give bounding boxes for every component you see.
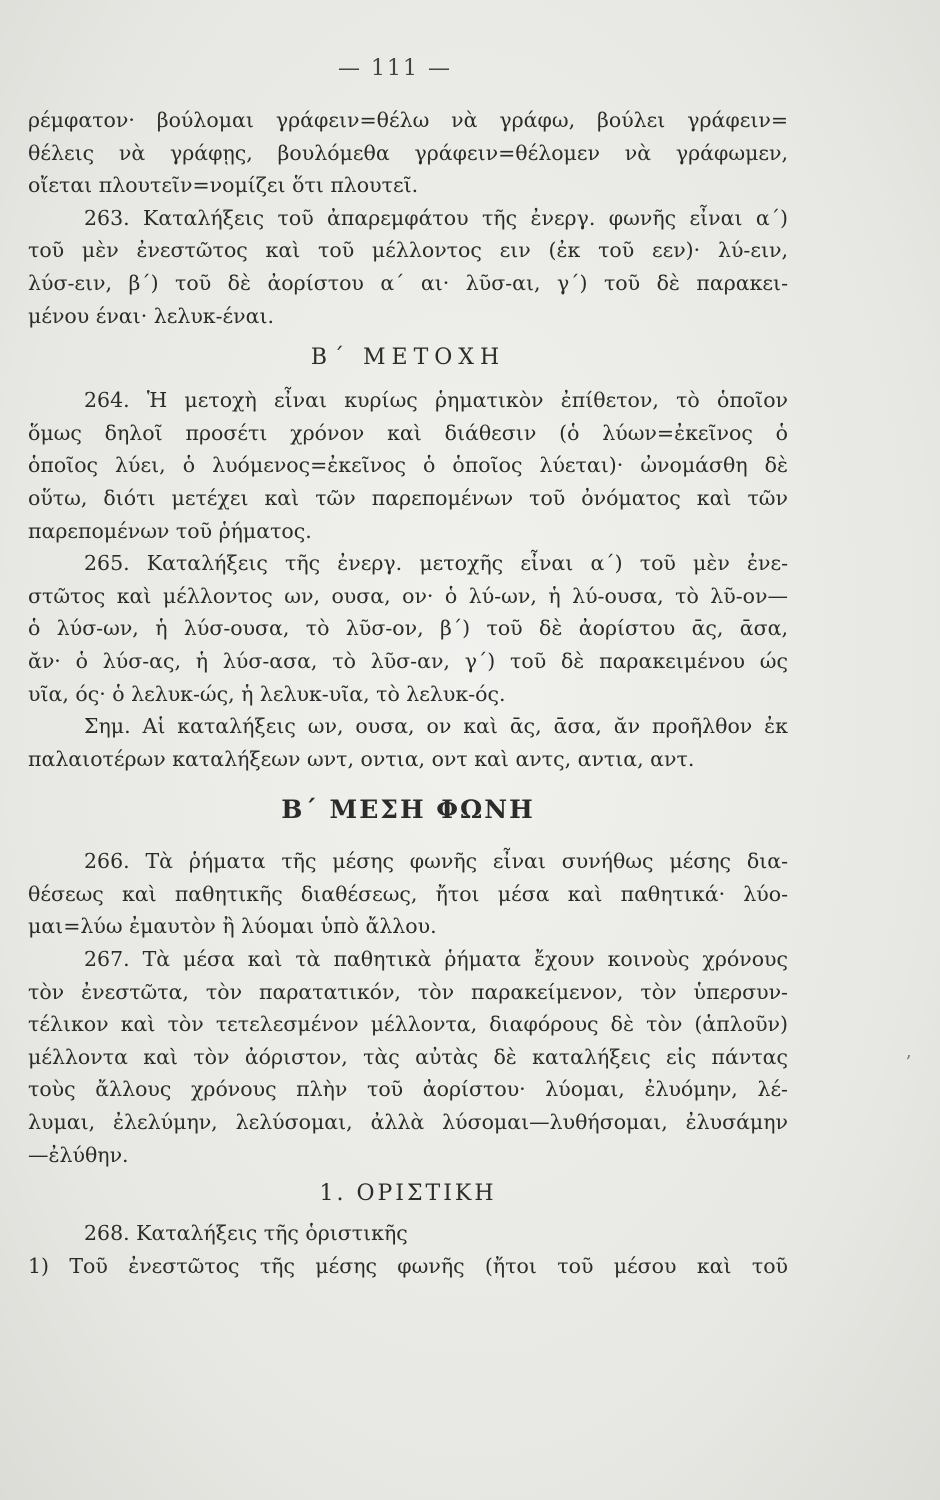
text-line: μαι=λύω ἐμαυτὸν ἢ λύομαι ὑπὸ ἄλλου.: [28, 914, 437, 939]
text-line: οἴεται πλουτεῖν=νομίζει ὅτι πλουτεῖ.: [28, 173, 419, 198]
text-line: ὁ λύσ-ων, ἡ λύσ-ουσα, τὸ λῦσ-ον, β΄) τοῦ δὲ ἀορίστου ᾱς, ᾱσα,: [28, 616, 788, 641]
text-line: ὁποῖος λύει, ὁ λυόμενος=ἐκεῖνος ὁ ὁποῖος λύεται)· ὠνομάσθη δὲ: [28, 453, 788, 478]
text-line: 264. Ἡ μετοχὴ εἶναι κυρίως ῥηματικὸν ἐπίθετον, τὸ ὁποῖον: [84, 388, 788, 413]
text-line: λυμαι, ἐλελύμην, λελύσομαι, ἀλλὰ λύσομαι—λυθήσομαι, ἐλυσάμην: [28, 1110, 788, 1135]
text-line: λύσ-ειν, β΄) τοῦ δὲ ἀορίστου α΄ αι· λῦσ-αι, γ΄) τοῦ δὲ παρακει-: [28, 270, 788, 295]
text-line: τέλικον καὶ τὸν τετελεσμένον μέλλοντα, διαφόρους δὲ τὸν (ἁπλοῦν): [28, 1012, 788, 1037]
text-line: θέσεως καὶ παθητικῆς διαθέσεως, ἤτοι μέσα καὶ παθητικά· λύο-: [28, 881, 788, 906]
text-line: παλαιοτέρων καταλήξεων ωντ, οντια, οντ καὶ αντς, αντια, αντ.: [28, 746, 695, 771]
text-line: 268. Καταλήξεις τῆς ὁριστικῆς: [84, 1221, 408, 1246]
text-line: —ἐλύθην.: [28, 1142, 129, 1167]
text-line: υῖα, ός· ὁ λελυκ-ώς, ἡ λελυκ-υῖα, τὸ λελυκ-ός.: [28, 681, 506, 706]
text-line: 266. Τὰ ῥήματα τῆς μέσης φωνῆς εἶναι συνήθως μέσης δια-: [84, 849, 788, 874]
text-line: στῶτος καὶ μέλλοντος ων, ουσα, ον· ὁ λύ-ων, ἡ λύ-ουσα, τὸ λῦ-ον—: [28, 583, 788, 608]
text-line: θέλεις νὰ γράφῃς, βουλόμεθα γράφειν=θέλομεν νὰ γράφωμεν,: [28, 140, 788, 165]
text-line: ρέμφατον· βούλομαι γράφειν=θέλω νὰ γράφω, βούλει γράφειν=: [28, 108, 788, 132]
text-line: 1) Τοῦ ἐνεστῶτος τῆς μέσης φωνῆς (ἤτοι τοῦ μέσου καὶ τοῦ: [28, 1253, 788, 1278]
text-line: 267. Τὰ μέσα καὶ τὰ παθητικὰ ῥήματα ἔχουν κοινοὺς χρόνους: [84, 947, 788, 972]
text-line: τοῦ μὲν ἐνεστῶτος καὶ τοῦ μέλλοντος ειν (ἐκ τοῦ εεν)· λύ-ειν,: [28, 238, 788, 263]
page-text: [28, 104, 788, 1282]
text-line: μέλλοντα καὶ τὸν ἀόριστον, τὰς αὐτὰς δὲ καταλήξεις εἰς πάντας: [28, 1044, 788, 1069]
text-line: 265. Καταλήξεις τῆς ἐνεργ. μετοχῆς εἶναι α΄) τοῦ μὲν ἐνε-: [84, 551, 788, 576]
page-number: — 111 —: [338, 56, 452, 81]
section-heading-mesi-foni: Β΄ ΜΕΣΗ ΦΩΝΗ: [281, 795, 535, 825]
text-line: τοὺς ἄλλους χρόνους πλὴν τοῦ ἀορίστου· λύομαι, ἐλυόμην, λέ-: [28, 1077, 788, 1102]
text-line: ὅμως δηλοῖ προσέτι χρόνον καὶ διάθεσιν (ὁ λύων=ἐκεῖνος ὁ: [28, 420, 788, 445]
text-line: οὕτω, διότι μετέχει καὶ τῶν παρεπομένων τοῦ ὀνόματος καὶ τῶν: [28, 485, 788, 510]
text-line: ᾰν· ὁ λύσ-ας, ἡ λύσ-ασα, τὸ λῦσ-αν, γ΄) τοῦ δὲ παρακειμένου ώς: [28, 648, 788, 673]
text-line: Σημ. Αἱ καταλήξεις ων, ουσα, ον καὶ ᾱς, ᾱσα, ᾰν προῆλθον ἐκ: [84, 714, 788, 739]
section-heading-metochi: Β΄ ΜΕΤΟΧΗ: [310, 345, 506, 371]
text-line: παρεπομένων τοῦ ῥήματος.: [28, 518, 312, 543]
text-line: τὸν ἐνεστῶτα, τὸν παρατατικόν, τὸν παρακείμενον, τὸν ὑπερσυν-: [28, 979, 788, 1004]
section-heading-oristiki: 1. ΟΡΙΣΤΙΚΗ: [319, 1181, 497, 1207]
margin-mark: ʼ: [905, 1052, 911, 1073]
text-line: μένου έναι· λελυκ-έναι.: [28, 303, 275, 328]
text-line: 263. Καταλήξεις τοῦ ἀπαρεμφάτου τῆς ἐνεργ. φωνῆς εἶναι α΄): [84, 205, 788, 230]
